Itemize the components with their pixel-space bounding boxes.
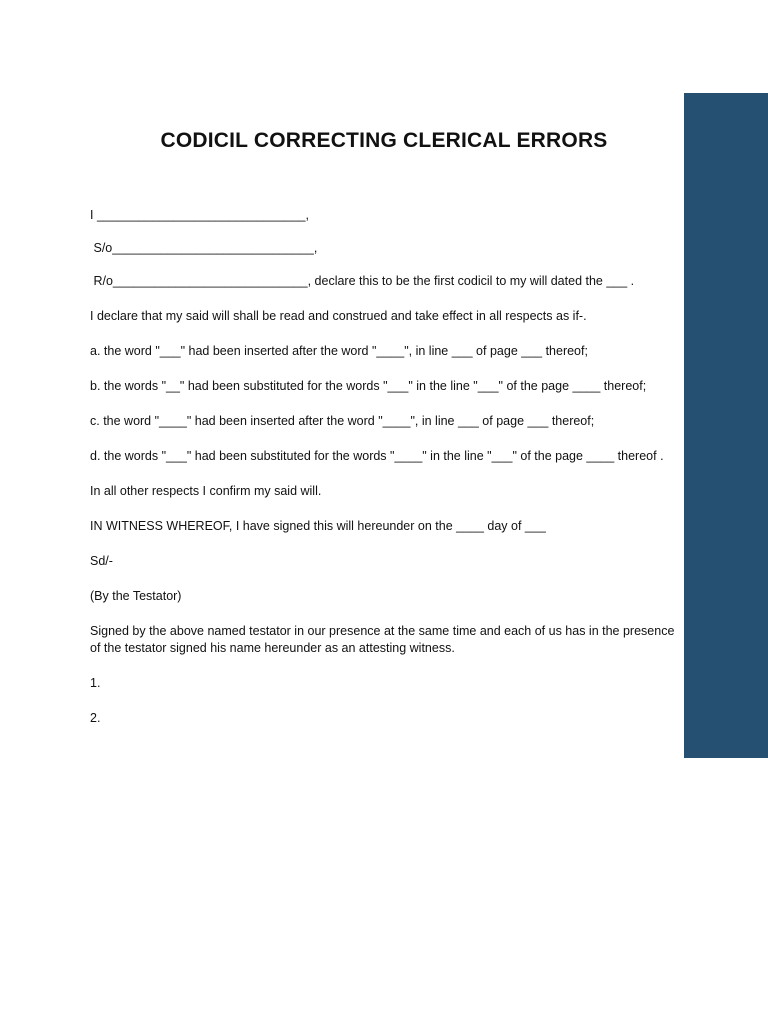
declaration-paragraph: I declare that my said will shall be read and construed and take effect in all respects as if-.	[90, 309, 587, 323]
side-accent-band	[684, 93, 768, 758]
son-of-line: S/o_____________________________,	[90, 241, 318, 255]
correction-item-d: d. the words "___" had been substituted for the words "____" in the line "___" of the page ____ thereof .	[90, 449, 664, 463]
testator-label: (By the Testator)	[90, 589, 182, 603]
correction-item-b: b. the words "__" had been substituted for the words "___" in the line "___" of the page ____ thereof;	[90, 379, 647, 393]
confirmation-paragraph: In all other respects I confirm my said will.	[90, 484, 322, 498]
attestation-paragraph: Signed by the above named testator in our presence at the same time and each of us has in the presence of the testator signed his name hereunder as an attesting witness.	[90, 624, 678, 655]
witness-1-line: 1.	[90, 676, 101, 690]
correction-item-a: a. the word "___" had been inserted after the word "____", in line ___ of page ___ thereof;	[90, 344, 588, 358]
resident-of-line: R/o____________________________, declare this to be the first codicil to my will dated the ___ .	[90, 274, 635, 288]
witness-clause: IN WITNESS WHEREOF, I have signed this will hereunder on the ____ day of ___	[90, 519, 546, 533]
signature-mark: Sd/-	[90, 554, 113, 568]
correction-item-c: c. the word "____" had been inserted after the word "____", in line ___ of page ___ thereof;	[90, 414, 595, 428]
testator-name-line: I ______________________________,	[90, 208, 309, 222]
document-body	[90, 207, 682, 727]
witness-2-line: 2.	[90, 711, 101, 725]
document-title: CODICIL CORRECTING CLERICAL ERRORS	[160, 129, 608, 152]
